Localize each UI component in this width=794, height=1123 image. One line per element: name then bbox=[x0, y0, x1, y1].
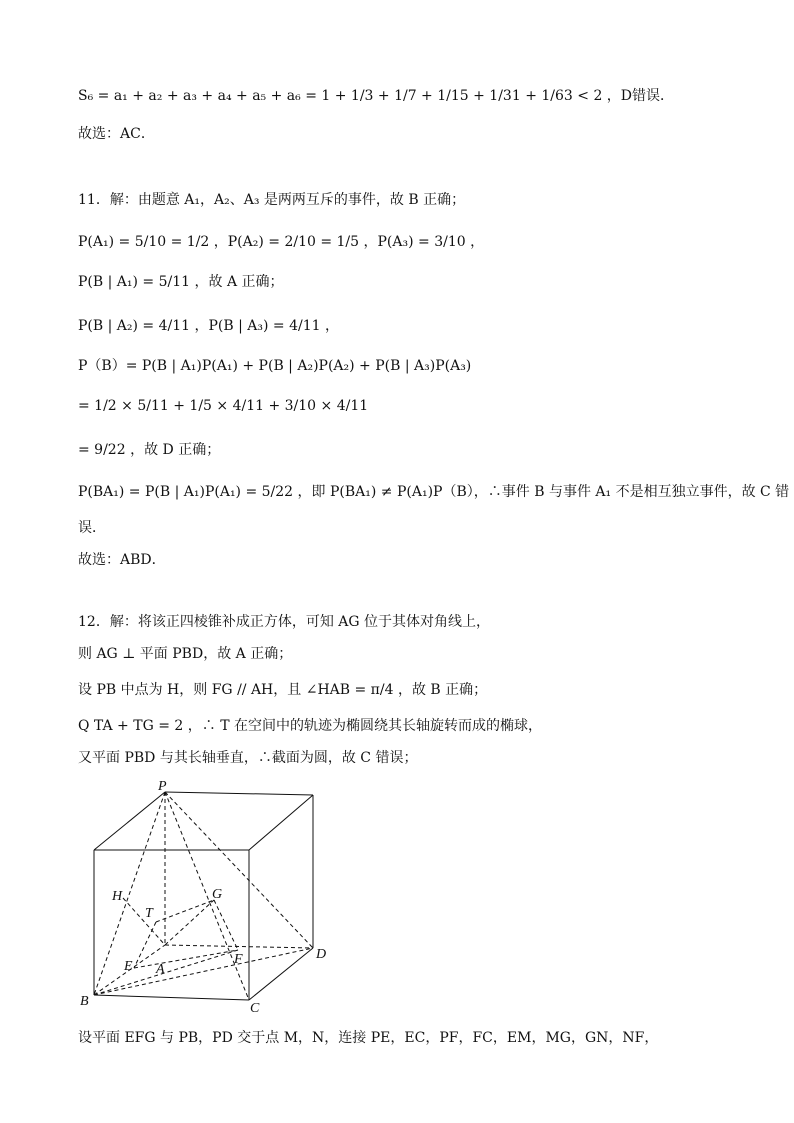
cube-edge bbox=[249, 795, 313, 850]
label-P: P bbox=[158, 780, 167, 794]
line-q11-result: = 9/22 ，故 D 正确； bbox=[78, 442, 221, 458]
line-q12-midpoint: 设 PB 中点为 H，则 FG // AH，且 ∠HAB = π/4 ，故 B 正确； bbox=[78, 682, 488, 698]
line-q11-total-prob: P（B）= P(B | A₁)P(A₁) + P(B | A₂)P(A₂) + P(B | A₃)P(A₃) bbox=[78, 358, 472, 374]
line-q12-perp: 则 AG ⊥ 平面 PBD，故 A 正确； bbox=[78, 646, 293, 662]
hidden-edge bbox=[165, 945, 313, 948]
segment-te bbox=[134, 922, 156, 968]
label-D: D bbox=[316, 947, 327, 962]
line-q12-ellipsoid: Q TA + TG = 2 ，∴ T 在空间中的轨迹为椭圆绕其长轴旋转而成的椭球， bbox=[78, 718, 542, 734]
label-T: T bbox=[145, 906, 153, 921]
line-q11-expansion: = 1/2 × 5/11 + 1/5 × 4/11 + 3/10 × 4/11 bbox=[78, 398, 369, 414]
label-F: F bbox=[234, 952, 243, 967]
line-s6: S₆ = a₁ + a₂ + a₃ + a₄ + a₅ + a₆ = 1 + 1/3 + 1/7 + 1/15 + 1/31 + 1/63 < 2 ，D错误． bbox=[78, 88, 675, 104]
line-answer-10: 故选：AC． bbox=[78, 126, 155, 142]
segment-ef bbox=[134, 950, 238, 968]
label-C: C bbox=[250, 1001, 260, 1016]
cube-edge bbox=[94, 995, 249, 1000]
line-q11-pba2: P(B | A₂) = 4/11 ，P(B | A₃) = 4/11 ， bbox=[78, 318, 339, 334]
cube-pyramid-figure bbox=[78, 780, 348, 1020]
line-q11-intro: 11．解：由题意 A₁，A₂、A₃ 是两两互斥的事件，故 B 正确； bbox=[78, 192, 466, 208]
label-A: A bbox=[156, 962, 165, 977]
line-q12-section: 又平面 PBD 与其长轴垂直，∴截面为圆，故 C 错误； bbox=[78, 750, 418, 766]
line-q11-cont: 误． bbox=[78, 520, 106, 536]
line-q11-pba1: P(B | A₁) = 5/11 ，故 A 正确； bbox=[78, 274, 284, 290]
label-G: G bbox=[212, 887, 223, 902]
segment-ag bbox=[165, 900, 214, 945]
line-q12-plane-efg: 设平面 EFG 与 PB，PD 交于点 M，N，连接 PE，EC，PF，FC，EM，MG，GN，NF， bbox=[78, 1030, 659, 1046]
cube-edge bbox=[165, 792, 313, 795]
label-H: H bbox=[112, 889, 123, 904]
line-q12-intro: 12．解：将该正四棱锥补成正方体，可知 AG 位于其体对角线上， bbox=[78, 614, 491, 630]
line-q11-independence: P(BA₁) = P(B | A₁)P(A₁) = 5/22 ，即 P(BA₁) ≠ P(A₁)P（B），∴事件 B 与事件 A₁ 不是相互独立事件，故 C 错 bbox=[78, 484, 790, 500]
segment-bf bbox=[94, 950, 238, 995]
label-E: E bbox=[124, 959, 133, 974]
cube-edge bbox=[249, 948, 313, 1000]
line-answer-11: 故选：ABD． bbox=[78, 552, 166, 568]
label-B: B bbox=[80, 994, 89, 1009]
line-q11-probabilities: P(A₁) = 5/10 = 1/2 ，P(A₂) = 2/10 = 1/5 ，P(A₃) = 3/10 ， bbox=[78, 234, 485, 250]
